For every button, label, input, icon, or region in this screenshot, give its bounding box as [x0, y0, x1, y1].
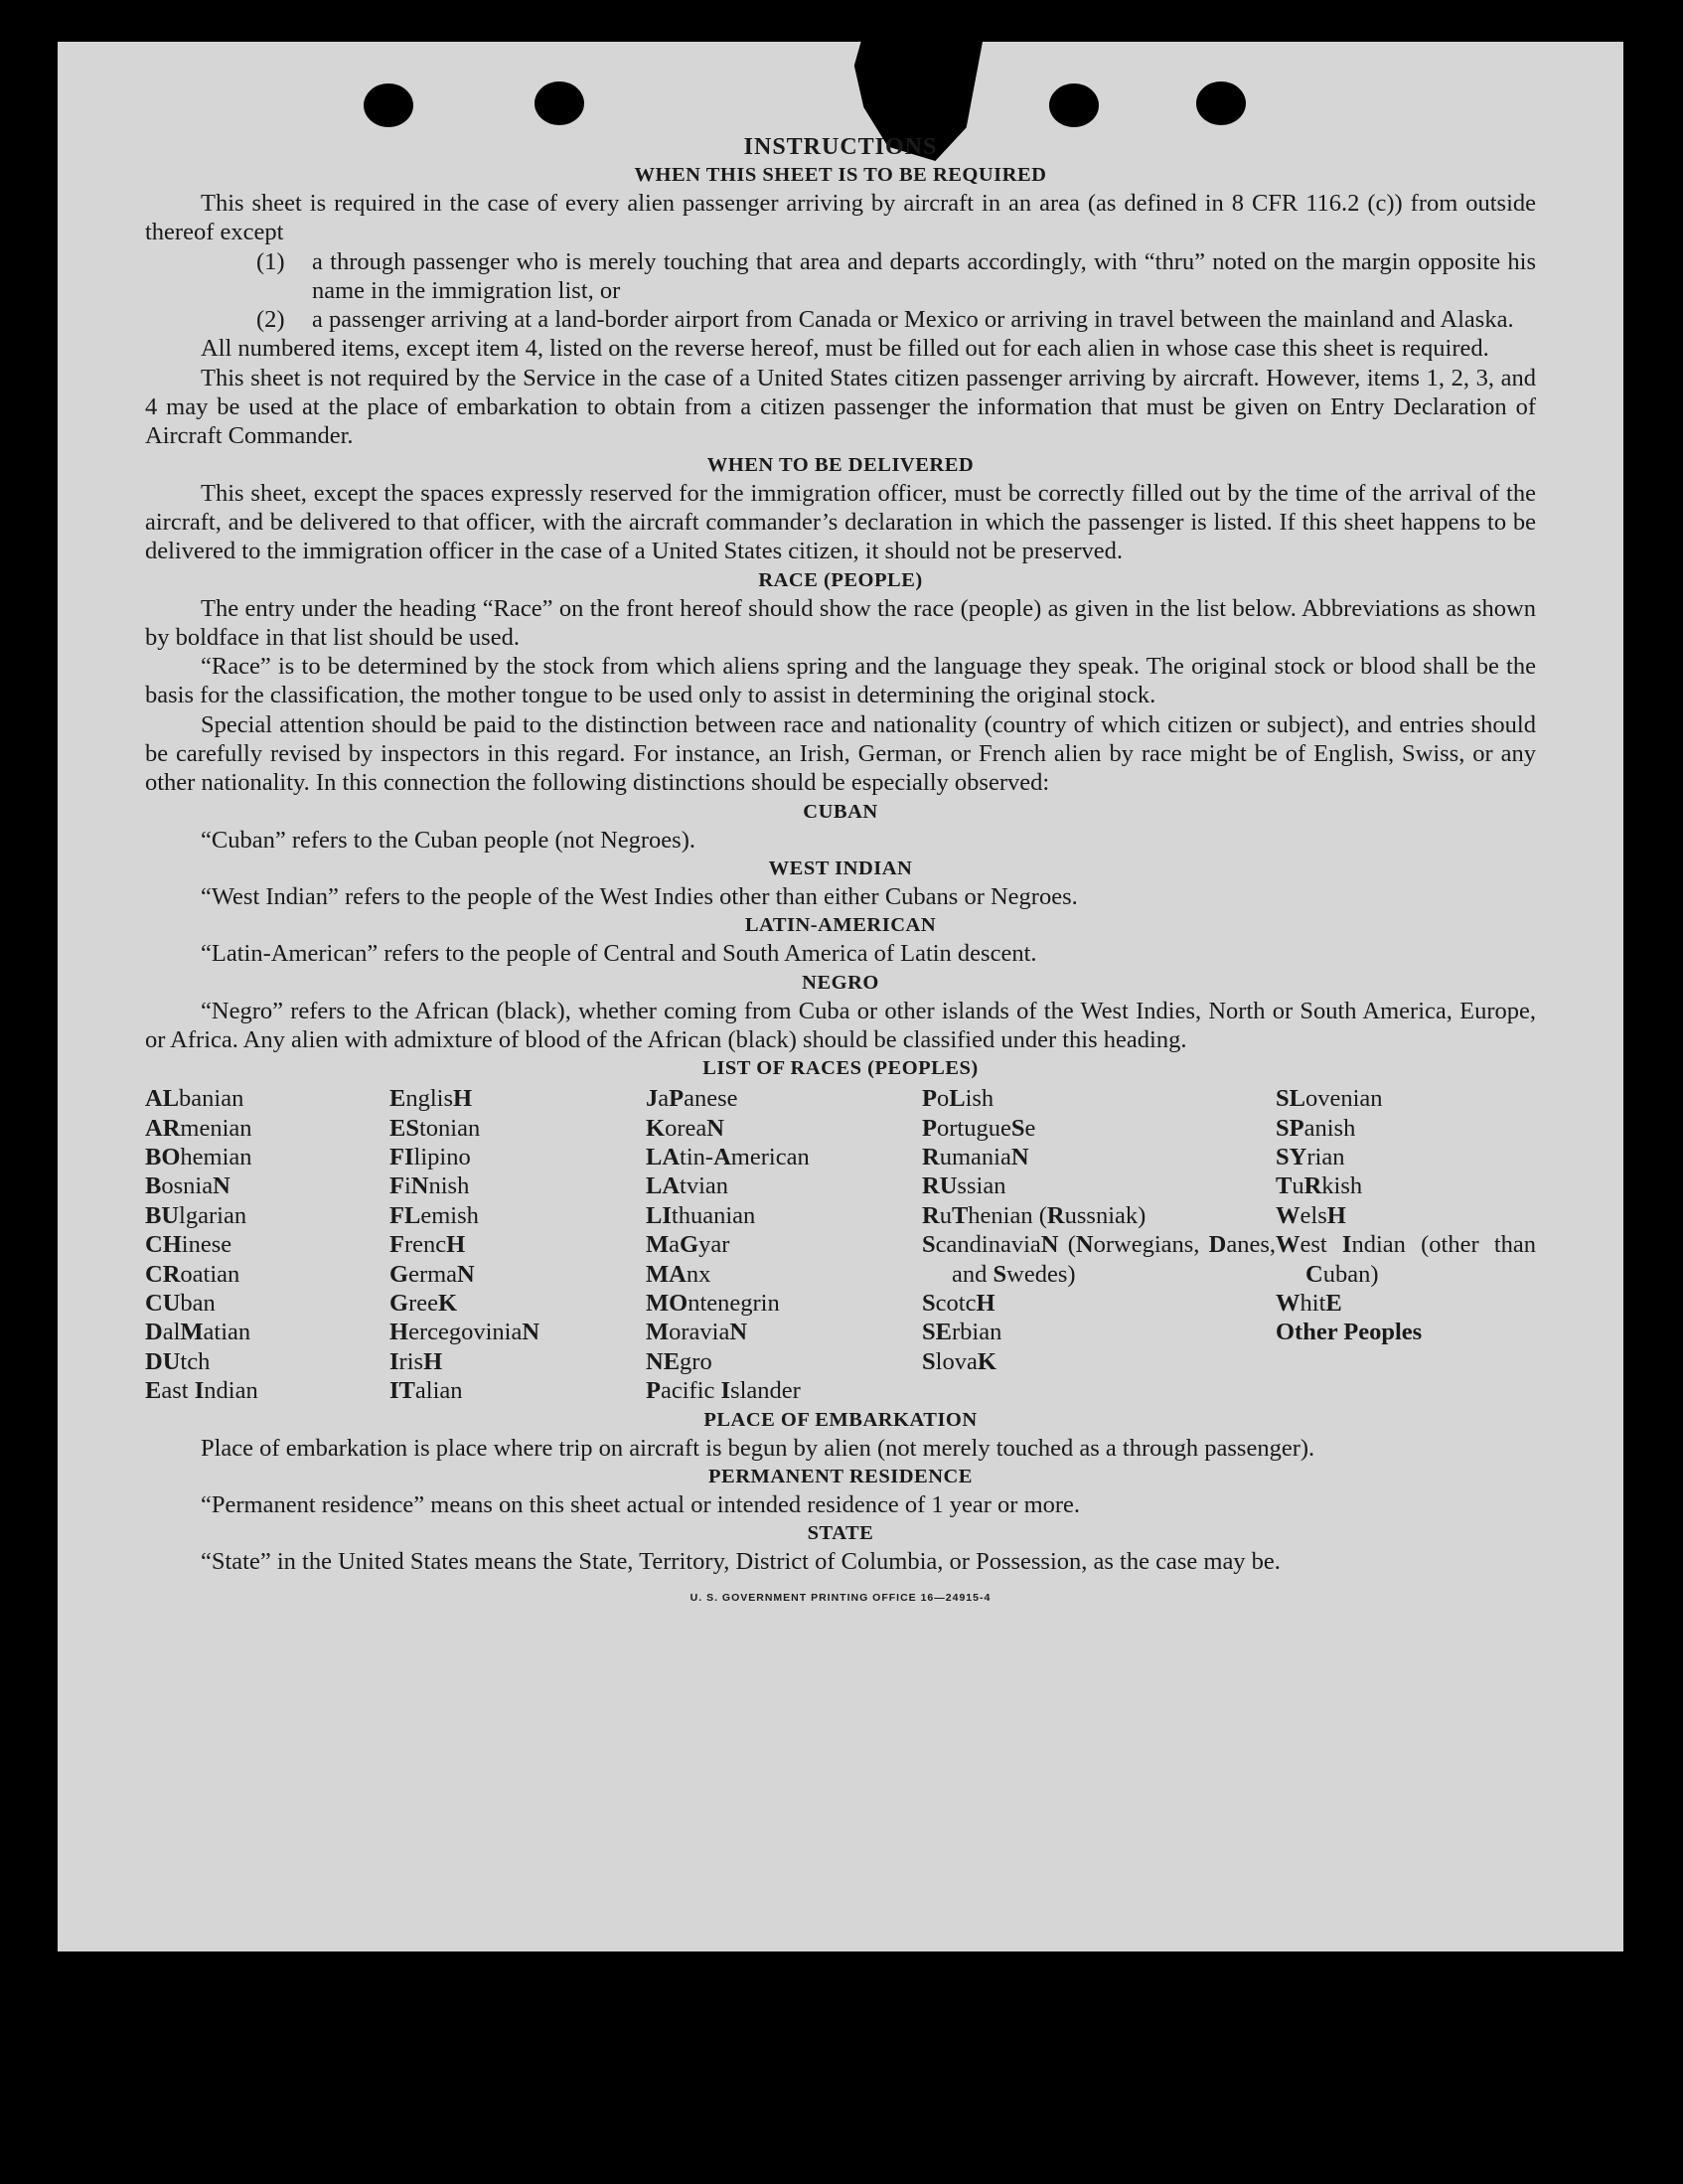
- race-entry: MoraviaN: [646, 1319, 748, 1346]
- section-heading: NEGRO: [802, 971, 879, 994]
- paragraph: “Permanent residence” means on this sheet actual or intended residence of 1 year or more.: [201, 1490, 1081, 1518]
- race-entry: SlovaK: [922, 1347, 996, 1375]
- race-entry: West Indian (other than Cuban): [1276, 1231, 1536, 1288]
- race-entry: WelsH: [1276, 1201, 1346, 1229]
- section-heading: LATIN-AMERICAN: [744, 914, 937, 937]
- paragraph: This sheet, except the spaces expressly reserved for the immigration officer, must be correctly filled out by the time of the arrival of the aircraft, and be delivered to that officer, with the aircraft commander’s declaration in which the passenger is listed. If this sheet happens to be delivered to the immigration officer in the case of a United States citizen, it should not be preserved.: [145, 479, 1536, 565]
- race-entry: EStonian: [389, 1114, 481, 1142]
- section-heading: LIST OF RACES (PEOPLES): [702, 1057, 979, 1080]
- race-entry: LAtvian: [646, 1172, 729, 1200]
- race-entry: BOhemian: [145, 1143, 252, 1170]
- race-entry: ITalian: [389, 1377, 463, 1405]
- section-heading: WHEN THIS SHEET IS TO BE REQUIRED: [634, 164, 1047, 186]
- race-entry: GermaN: [389, 1260, 475, 1288]
- paragraph: “Cuban” refers to the Cuban people (not Negroes).: [201, 826, 695, 854]
- race-entry: JaPanese: [646, 1085, 738, 1113]
- item-number: (2): [256, 306, 285, 334]
- race-entry: MOntenegrin: [646, 1289, 780, 1317]
- punch-hole: [1049, 83, 1099, 127]
- race-column: [646, 1084, 922, 1405]
- race-entry: LAtin-American: [646, 1143, 810, 1170]
- race-entry: PortugueSe: [922, 1114, 1036, 1142]
- race-entry: CRoatian: [145, 1260, 240, 1288]
- race-entry: SErbian: [922, 1319, 1002, 1346]
- race-list: [145, 1084, 1536, 1405]
- race-entry: KoreaN: [646, 1114, 724, 1142]
- paragraph: This sheet is not required by the Service in the case of a United States citizen passenger arriving by aircraft. However, items 1, 2, 3, and 4 may be used at the place of embarkation to obtain from a citizen passenger the information that must be given on Entry Declaration of Aircraft Commander.: [145, 364, 1536, 450]
- race-entry: FIlipino: [389, 1143, 471, 1170]
- race-entry: MaGyar: [646, 1231, 730, 1259]
- race-entry: FrencH: [389, 1231, 466, 1259]
- race-column: [389, 1084, 646, 1405]
- paragraph: Place of embarkation is place where trip on aircraft is begun by alien (not merely touched as a through passenger).: [201, 1434, 1315, 1462]
- race-entry: DalMatian: [145, 1319, 251, 1346]
- race-entry: RuThenian (Russniak): [922, 1201, 1147, 1229]
- race-entry: ScandinaviaN (Norwegians, Danes, and Swedes): [922, 1231, 1277, 1288]
- race-entry: Other Peoples: [1276, 1319, 1423, 1346]
- race-entry: RUssian: [922, 1172, 1006, 1200]
- item-text: a through passenger who is merely touching that area and departs accordingly, with “thru” noted on the margin opposite his name in the immigration list, or: [312, 247, 1536, 304]
- race-entry: WhitE: [1276, 1289, 1342, 1317]
- section-heading: RACE (PEOPLE): [758, 568, 923, 591]
- race-entry: Pacific Islander: [646, 1377, 801, 1405]
- exception-item: [145, 247, 1536, 306]
- section-heading: STATE: [807, 1522, 874, 1545]
- section-heading: PERMANENT RESIDENCE: [708, 1465, 973, 1487]
- race-entry: CHinese: [145, 1231, 232, 1259]
- item-number: (1): [256, 247, 285, 275]
- section-heading: WEST INDIAN: [768, 857, 913, 879]
- race-entry: SLovenian: [1276, 1085, 1383, 1113]
- race-entry: SYrian: [1276, 1143, 1345, 1170]
- page-title: INSTRUCTIONS: [743, 134, 938, 160]
- race-entry: NEgro: [646, 1347, 712, 1375]
- paragraph: This sheet is required in the case of every alien passenger arriving by aircraft in an area (as defined in 8 CFR 116.2 (c)) from outside thereof except: [145, 190, 1536, 246]
- punch-hole: [535, 81, 584, 125]
- race-entry: MAnx: [646, 1260, 711, 1288]
- paragraph: “Latin-American” refers to the people of Central and South America of Latin descent.: [201, 940, 1037, 968]
- paragraph: “Negro” refers to the African (black), whether coming from Cuba or other islands of the West Indies, North or South America, Europe, or Africa. Any alien with admixture of blood of the African (black) should be classified under this heading.: [145, 997, 1536, 1053]
- race-entry: FLemish: [389, 1201, 479, 1229]
- document-sheet: [58, 42, 1623, 1951]
- paragraph: “West Indian” refers to the people of the West Indies other than either Cubans or Negroes.: [201, 882, 1078, 910]
- race-entry: IrisH: [389, 1347, 443, 1375]
- section-heading: PLACE OF EMBARKATION: [703, 1408, 978, 1431]
- race-entry: HercegoviniaN: [389, 1319, 540, 1346]
- paragraph: Special attention should be paid to the distinction between race and nationality (country of which citizen or subject), and entries should be carefully revised by inspectors in this regard. For instance, an Irish, German, or French alien by race might be of English, Swiss, or any other nationality. In this connection the following distinctions should be especially observed:: [145, 710, 1536, 797]
- race-entry: ALbanian: [145, 1085, 244, 1113]
- race-entry: FiNnish: [389, 1172, 470, 1200]
- paragraph: All numbered items, except item 4, listed on the reverse hereof, must be filled out for each alien in whose case this sheet is required.: [201, 335, 1489, 363]
- race-entry: ScotcH: [922, 1289, 995, 1317]
- race-entry: ARmenian: [145, 1114, 252, 1142]
- race-entry: East Indian: [145, 1377, 258, 1405]
- race-entry: GreeK: [389, 1289, 458, 1317]
- race-entry: BosniaN: [145, 1172, 230, 1200]
- race-entry: SPanish: [1276, 1114, 1356, 1142]
- punch-hole: [364, 83, 413, 127]
- punch-hole: [1196, 81, 1246, 125]
- race-entry: DUtch: [145, 1347, 211, 1375]
- race-entry: LIthuanian: [646, 1201, 756, 1229]
- exception-item: [145, 305, 1536, 334]
- section-heading: WHEN TO BE DELIVERED: [706, 453, 975, 476]
- race-entry: EnglisH: [389, 1085, 473, 1113]
- race-entry: BUlgarian: [145, 1201, 247, 1229]
- paragraph: The entry under the heading “Race” on the front hereof should show the race (people) as given in the list below. Abbreviations as shown by boldface in that list should be used.: [145, 594, 1536, 651]
- race-entry: TuRkish: [1276, 1172, 1363, 1200]
- race-column: [145, 1084, 389, 1405]
- race-entry: PoLish: [922, 1085, 994, 1113]
- race-entry: RumaniaN: [922, 1143, 1029, 1170]
- paragraph: “State” in the United States means the State, Territory, District of Columbia, or Possession, as the case may be.: [201, 1548, 1281, 1576]
- race-entry: CUban: [145, 1289, 216, 1317]
- section-heading: CUBAN: [803, 800, 878, 823]
- race-column: [922, 1084, 1276, 1405]
- paragraph: “Race” is to be determined by the stock from which aliens spring and the language they speak. The original stock or blood shall be the basis for the classification, the mother tongue to be used only to assist in determining the original stock.: [145, 653, 1536, 709]
- item-text: a passenger arriving at a land-border airport from Canada or Mexico or arriving in travel between the mainland and Alaska.: [312, 306, 1514, 334]
- instructions-content: [145, 133, 1536, 1614]
- printer-imprint: U. S. GOVERNMENT PRINTING OFFICE 16—24915-4: [689, 1592, 992, 1605]
- race-column: [1276, 1084, 1536, 1405]
